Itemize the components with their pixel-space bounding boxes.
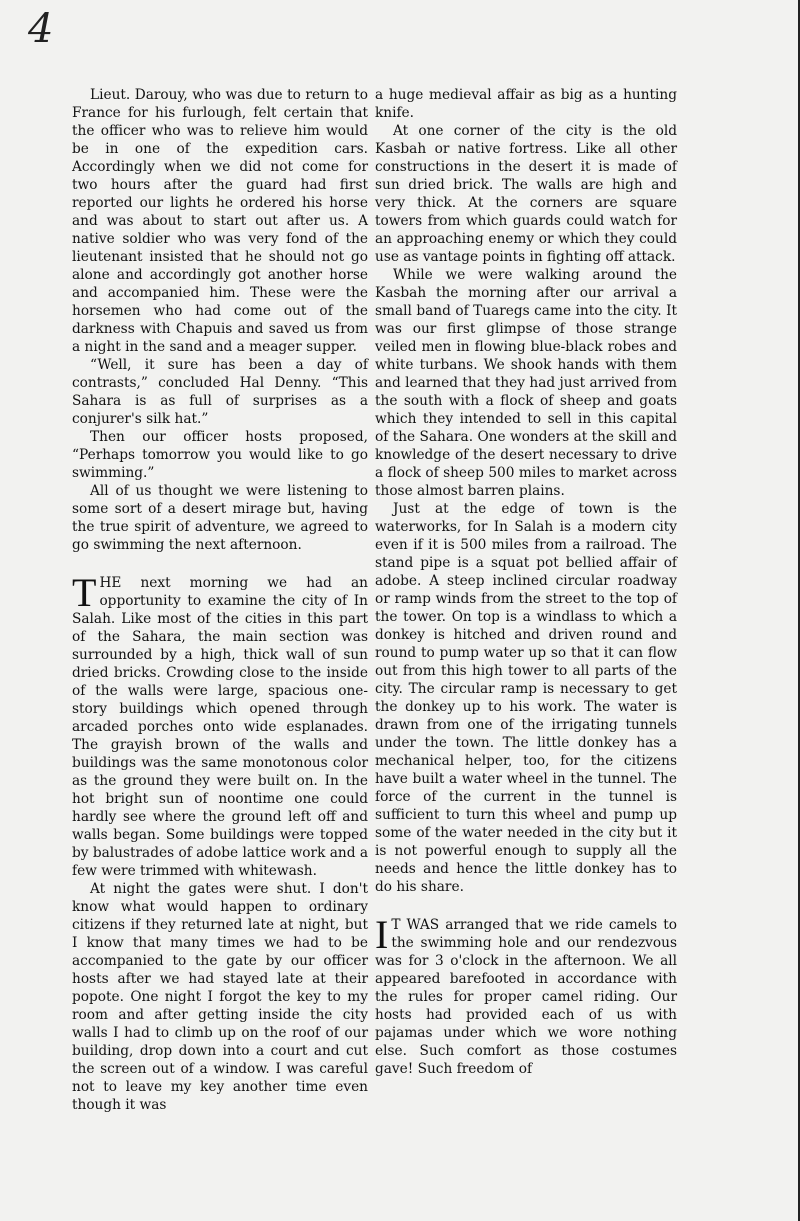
section-text: HE next morning we had an opportunity to examine the city of In Salah. Like most of the cities in this part of the Sahara, the main section was surrounded by a high, thick wall of sun dried bricks. Crowding close to the inside of the walls were large, spacious one-story buildings which opened through arcaded porches onto wide esplanades. The grayish brown of the walls and buildings was the same monotonous color as the ground they were built on. In the hot bright sun of noontime one could hardly see where the ground left off and walls began. Some buildings were topped by balustrades of adobe lattice work and a few were trimmed with whitewash. [72,575,368,879]
section-text: T WAS arranged that we ride camels to the swimming hole and our rendezvous was for 3 o'clock in the afternoon. We all appeared barefooted in accordance with the rules for proper camel riding. Our hosts had provided each of us with pajamas under which we wore nothing else. Such comfort as those costumes gave! Such freedom of [375,917,677,1077]
paragraph: Then our officer hosts proposed, “Perhaps tomorrow you would like to go swimming.” [72,429,368,481]
paragraph: a huge medieval affair as big as a hunting knife. [375,87,677,121]
drop-cap: T [72,570,97,615]
drop-cap: I [375,912,389,957]
paragraph: Just at the edge of town is the waterworks, for In Salah is a modern city even if it is 500 miles from a railroad. The stand pipe is a squat pot bellied affair of adobe. A steep inclined circular roadway or ramp winds from the street to the top of the tower. On top is a windlass to which a donkey is hitched and driven round and round to pump water up so that it can flow out from this high tower to all parts of the city. The circular ramp is necessary to get the donkey up to his work. The water is drawn from one of the irrigating tunnels under the town. The little donkey has a mechanical helper, too, for the citizens have built a water wheel in the tunnel. The force of the current in the tunnel is sufficient to turn this wheel and pump up some of the water needed in the city but it is not powerful enough to supply all the needs and hence the little donkey has to do his share. [375,501,677,895]
paragraph: Lieut. Darouy, who was due to return to France for his furlough, felt certain that the officer who was to relieve him would be in one of the expedition cars. Accordingly when we did not come for two hours after the guard had first reported our lights he ordered his horse and was about to start out after us. A native soldier who was very fond of the lieutenant insisted that he should not go alone and accordingly got another horse and accompanied him. These were the horsemen who had come out of the darkness with Chapuis and saved us from a night in the sand and a meager supper. [72,87,368,355]
paragraph: While we were walking around the Kasbah the morning after our arrival a small band of Tuaregs came into the city. It was our first glimpse of those strange veiled men in flowing blue-black robes and white turbans. We shook hands with them and learned that they had just arrived from the south with a flock of sheep and goats which they intended to sell in this capital of the Sahara. One wonders at the skill and knowledge of the desert necessary to drive a flock of sheep 500 miles to market across those almost barren plains. [375,267,677,499]
paragraph: “Well, it sure has been a day of contrasts,” concluded Hal Denny. “This Sahara is as full of surprises as a conjurer's silk hat.” [72,357,368,427]
page-number: 4 [28,6,54,52]
paragraph: All of us thought we were listening to some sort of a desert mirage but, having the true spirit of adventure, we agreed to go swimming the next afternoon. [72,483,368,553]
paragraph: At one corner of the city is the old Kasbah or native fortress. Like all other constructions in the desert it is made of sun dried brick. The walls are high and very thick. At the corners are square towers from which guards could watch for an approaching enemy or which they could use as vantage points in fighting off attack. [375,123,677,265]
paragraph: At night the gates were shut. I don't know what would happen to ordinary citizens if they returned late at night, but I know that many times we had to be accompanied to the gate by our officer hosts after we had stayed late at their popote. One night I forgot the key to my room and after getting inside the city walls I had to climb up on the roof of our building, drop down into a court and cut the screen out of a window. I was careful not to leave my key another time even though it was [72,881,368,1113]
right-column [375,86,677,1078]
section-paragraph [72,570,368,880]
section-paragraph [375,912,677,1078]
left-column [72,86,368,1114]
